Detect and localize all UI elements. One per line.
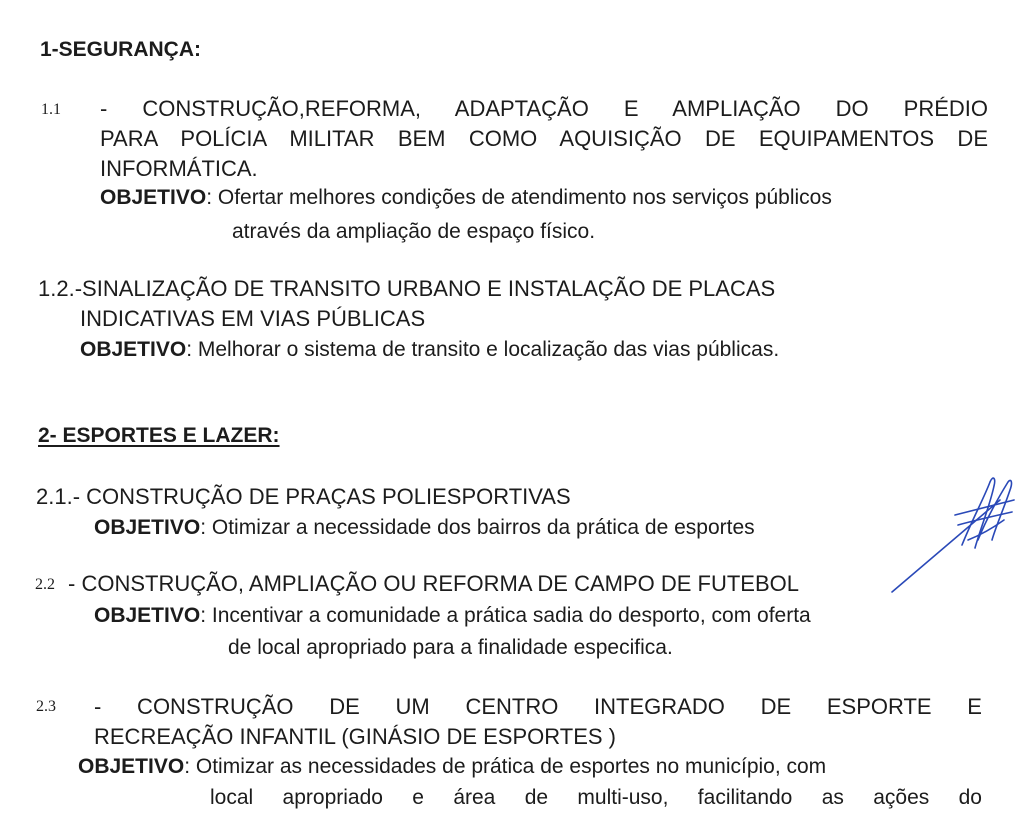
section-2-heading: 2- ESPORTES E LAZER:: [38, 424, 280, 447]
item-2-3-line-2: RECREAÇÃO INFANTIL (GINÁSIO DE ESPORTES ): [94, 724, 616, 749]
item-2-3-line-1: - CONSTRUÇÃO DE UM CENTRO INTEGRADO DE ESPORTE E: [94, 694, 982, 719]
objective-text: : Otimizar as necessidades de prática de esportes no município, com: [184, 755, 827, 778]
item-2-2-objective-cont: de local apropriado para a finalidade especifica.: [228, 636, 673, 659]
objective-label: OBJETIVO: [94, 516, 201, 539]
item-2-2-line-1: - CONSTRUÇÃO, AMPLIAÇÃO OU REFORMA DE CAMPO DE FUTEBOL: [68, 571, 799, 596]
item-1-1-objective-cont: através da ampliação de espaço físico.: [232, 220, 596, 243]
item-1-1-number: 1.1: [41, 101, 61, 118]
objective-label: OBJETIVO: [80, 338, 187, 361]
objective-text: : Melhorar o sistema de transito e localização das vias públicas.: [186, 338, 780, 361]
item-1-2-number: 1.2.: [38, 276, 75, 301]
objective-text: : Ofertar melhores condições de atendimento nos serviços públicos: [206, 186, 832, 209]
section-1-heading: 1-SEGURANÇA:: [40, 38, 202, 61]
item-1-1-line-2: PARA POLÍCIA MILITAR BEM COMO AQUISIÇÃO DE EQUIPAMENTOS DE: [100, 126, 988, 151]
item-2-3-number: 2.3: [36, 698, 56, 715]
item-1-1-line-1: - CONSTRUÇÃO,REFORMA, ADAPTAÇÃO E AMPLIAÇÃO DO PRÉDIO: [100, 96, 988, 121]
item-1-1-line-3: INFORMÁTICA.: [100, 156, 258, 181]
item-1-2-title: -SINALIZAÇÃO DE TRANSITO URBANO E INSTALAÇÃO DE PLACAS: [74, 276, 776, 301]
item-2-1-number: 2.1.: [36, 484, 73, 509]
item-1-2-line-2: INDICATIVAS EM VIAS PÚBLICAS: [80, 306, 426, 331]
objective-text: : Otimizar a necessidade dos bairros da prática de esportes: [200, 516, 755, 539]
item-2-3-objective-cont: local apropriado e área de multi-uso, facilitando as ações do: [210, 786, 982, 809]
objective-label: OBJETIVO: [78, 755, 185, 778]
item-2-1-title: - CONSTRUÇÃO DE PRAÇAS POLIESPORTIVAS: [72, 484, 571, 509]
objective-text: : Incentivar a comunidade a prática sadia do desporto, com oferta: [200, 604, 811, 627]
objective-label: OBJETIVO: [94, 604, 201, 627]
objective-label: OBJETIVO: [100, 186, 207, 209]
item-2-2-number: 2.2: [35, 576, 55, 593]
